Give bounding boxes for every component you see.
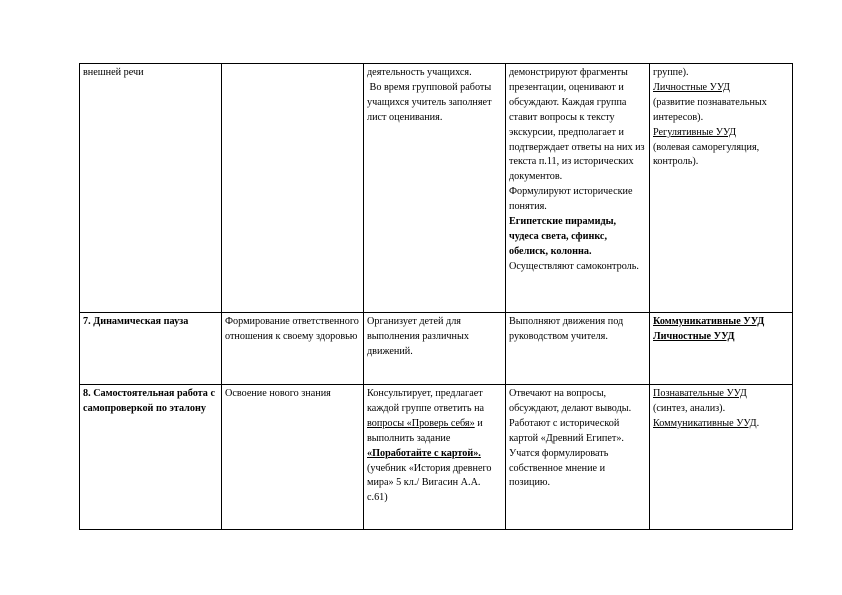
stage-text: 8. Самостоятельная работа с самопроверкой по эталону: [83, 388, 215, 414]
goal-text: Формирование ответственного отношения к своему здоровью: [225, 316, 359, 342]
students-activity-cell: [506, 313, 650, 385]
table-row: [80, 385, 793, 530]
goal-cell: [222, 313, 364, 385]
stage-text: внешней речи: [83, 67, 144, 78]
uud-text: (развитие познавательных интересов).: [653, 96, 767, 123]
uud-text: (синтез, анализ).: [653, 402, 726, 414]
lesson-plan-table: [79, 63, 793, 530]
uud-heading: Личностные УУД: [653, 330, 735, 342]
teacher-activity-cell: [364, 385, 506, 530]
uud-heading: Регулятивные УУД: [653, 126, 737, 138]
students-text: Отвечают на вопросы, обсуждают, делают выводы. Работают с исторической картой «Древний Египет». Учатся формулировать собственное мнение и позицию.: [509, 388, 632, 489]
uud-text: группе).: [653, 67, 689, 78]
uud-heading: Коммуникативные УУД: [653, 316, 765, 327]
uud-text: [653, 417, 789, 432]
teacher-text-part: (учебник «История древнего мира» 5 кл./ Вигасин А.А. с.61): [367, 462, 492, 504]
students-activity-cell: [506, 64, 650, 313]
stage-cell: [80, 385, 222, 530]
uud-heading: Коммуникативные УУД: [653, 417, 757, 429]
goal-cell: [222, 385, 364, 530]
teacher-text: [367, 387, 502, 506]
students-text: Формулируют исторические понятия.: [509, 186, 633, 213]
uud-cell: [650, 385, 793, 530]
teacher-activity-cell: [364, 313, 506, 385]
teacher-text-part: Консультирует, предлагает каждой группе ответить на: [367, 388, 485, 414]
teacher-text: Во время групповой работы учащихся учитель заполняет лист оценивания.: [367, 81, 495, 123]
students-text: демонстрируют фрагменты презентации, оценивают и обсуждают. Каждая группа ставит вопросы к тексту экскурсии, предполагает и подтверждает ответы на них из текста п.11, из исторических документов.: [509, 67, 645, 183]
teacher-text: деятельность учащихся.: [367, 67, 472, 78]
uud-heading: Познавательные УУД: [653, 388, 747, 399]
uud-text-part: .: [756, 417, 760, 429]
table-row: [80, 64, 793, 313]
goal-text: Освоение нового знания: [225, 388, 331, 399]
goal-cell: [222, 64, 364, 313]
students-text: Выполняют движения под руководством учителя.: [509, 316, 624, 342]
concepts-text: Египетские пирамиды, чудеса света, сфинкс, обелиск, колонна.: [509, 216, 617, 257]
students-text: Осуществляют самоконтроль.: [509, 260, 639, 272]
stage-cell: [80, 64, 222, 313]
check-yourself-link-text: вопросы «Проверь себя»: [367, 417, 475, 429]
teacher-text: Организует детей для выполнения различных движений.: [367, 316, 469, 357]
table-row: [80, 313, 793, 385]
uud-cell: [650, 313, 793, 385]
teacher-activity-cell: [364, 64, 506, 313]
uud-heading: Личностные УУД: [653, 81, 730, 93]
uud-text: (волевая саморегуляция, контроль).: [653, 141, 760, 168]
stage-text: 7. Динамическая пауза: [83, 316, 189, 327]
uud-cell: [650, 64, 793, 313]
stage-cell: [80, 313, 222, 385]
teacher-text-part: и выполнить задание: [367, 417, 483, 444]
map-task-text: «Поработайте с картой».: [367, 447, 481, 459]
students-activity-cell: [506, 385, 650, 530]
